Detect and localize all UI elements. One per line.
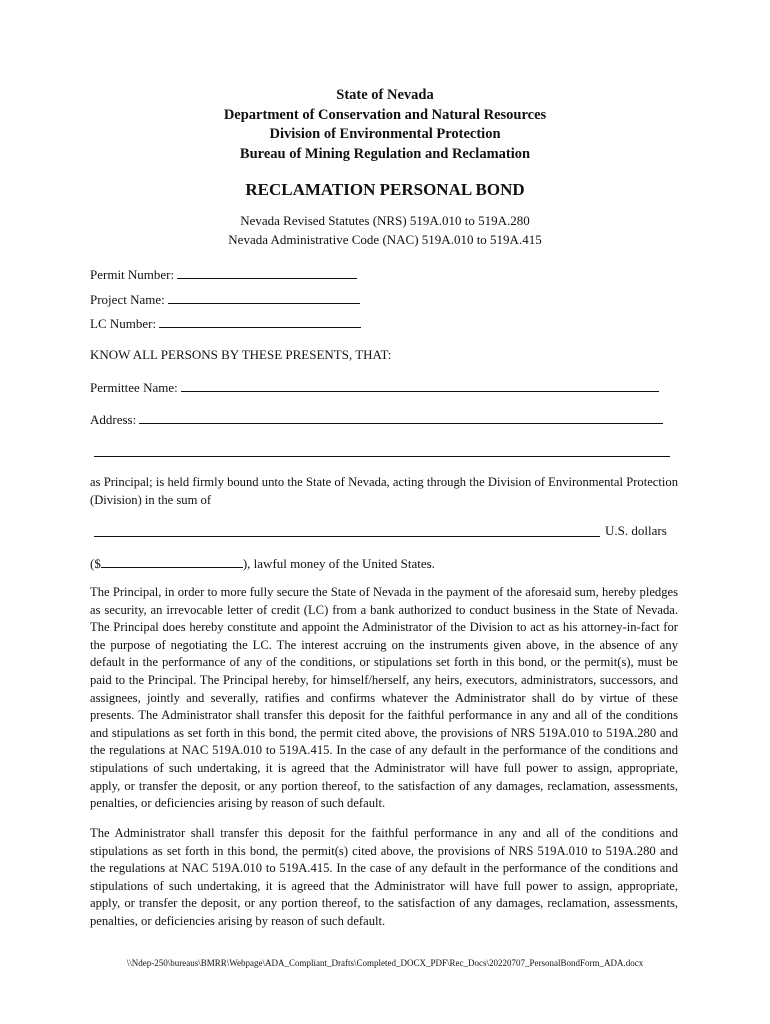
header-division: Division of Environmental Protection	[269, 126, 501, 142]
know-all-statement: KNOW ALL PERSONS BY THESE PRESENTS, THAT:	[90, 347, 392, 362]
permittee-name-row	[90, 379, 659, 396]
statute-nrs: Nevada Revised Statutes (NRS) 519A.010 to 519A.280	[240, 213, 530, 228]
address-line2-field[interactable]	[94, 456, 670, 457]
document-title: RECLAMATION PERSONAL BOND	[245, 180, 525, 199]
lawful-suffix: ), lawful money of the United States.	[242, 556, 435, 571]
lc-number-field[interactable]	[159, 315, 361, 328]
project-name-row	[90, 291, 360, 308]
lc-number-label: LC Number:	[90, 316, 157, 331]
principal-text: as Principal; is held firmly bound unto the State of Nevada, acting through the Division of Environmental Protection (Division) in the sum of	[90, 475, 678, 507]
footer-file-path: \\Ndep-250\bureaus\BMRR\Webpage\ADA_Compliant_Drafts\Completed_DOCX_PDF\Rec_Docs\20220707_PersonalBondForm_ADA.docx	[126, 958, 644, 968]
lawful-prefix: ($	[90, 556, 101, 571]
paragraph-1: The Principal, in order to more fully secure the State of Nevada in the payment of the aforesaid sum, hereby pledges as security, an irrevocable letter of credit (LC) from a bank authorized to conduct business in the State of Nevada. The Principal does hereby constitute and appoint the Administrator of the Division to act as his attorney-in-fact for the purpose of negotiating the LC. The interest accruing on the instruments given above, in the absence of any default in the performance of any of the conditions, or stipulations set forth in this bond, or the permit(s), must be paid to the Principal. The Principal hereby, for himself/herself, any heirs, executors, administrators, successors, and assignees, jointly and severally, ratifies and confirms whatever the Administrator shall do by virtue of these presents. The Administrator shall transfer this deposit for the faithful performance in any and all of the conditions and stipulations as set forth in this bond, the permit cited above, the provisions of NRS 519A.010 to 519A.280 and the regulations at NAC 519A.010 to 519A.415. In the case of any default in the performance of the conditions and stipulations of such undertaking, it is agreed that the Administrator will have full power to assign, appropriate, apply, or transfer the deposit, or any portion thereof, to the satisfaction of any damages, reclamation, assessments, penalties, or deficiencies arising by reason of such default.	[90, 585, 678, 811]
project-name-field[interactable]	[168, 291, 360, 304]
header-department: Department of Conservation and Natural Resources	[223, 107, 547, 123]
address-field[interactable]	[139, 411, 663, 424]
address-label: Address:	[90, 412, 137, 427]
lawful-money-row	[90, 555, 435, 572]
project-name-label: Project Name:	[90, 292, 165, 307]
address-row	[90, 411, 663, 428]
sum-number-field[interactable]	[101, 555, 243, 568]
paragraph-2: The Administrator shall transfer this deposit for the faithful performance in any and all of the conditions and stipulations as set forth in this bond, the permit(s) cited above, the provisions of NRS 519A.010 to 519A.280 and the regulations at NAC 519A.010 to 519A.415. In the case of any default in the performance of the conditions and stipulations of such undertaking, it is agreed that the Administrator will have full power to assign, appropriate, apply, or transfer the deposit, or any portion thereof, to the satisfaction of any damages, reclamation, assessments, penalties, or deficiencies arising by reason of such default.	[90, 826, 678, 928]
lc-number-row	[90, 315, 361, 332]
sum-words-field[interactable]	[94, 536, 600, 537]
permittee-name-label: Permittee Name:	[90, 380, 178, 395]
us-dollars-label: U.S. dollars	[605, 523, 667, 538]
header-bureau: Bureau of Mining Regulation and Reclamation	[239, 146, 531, 162]
permit-number-label: Permit Number:	[90, 267, 175, 282]
permit-number-row	[90, 266, 357, 283]
permit-number-field[interactable]	[177, 266, 357, 279]
header-state: State of Nevada	[336, 87, 434, 103]
permittee-name-field[interactable]	[181, 379, 659, 392]
statute-nac: Nevada Administrative Code (NAC) 519A.010 to 519A.415	[228, 232, 542, 247]
